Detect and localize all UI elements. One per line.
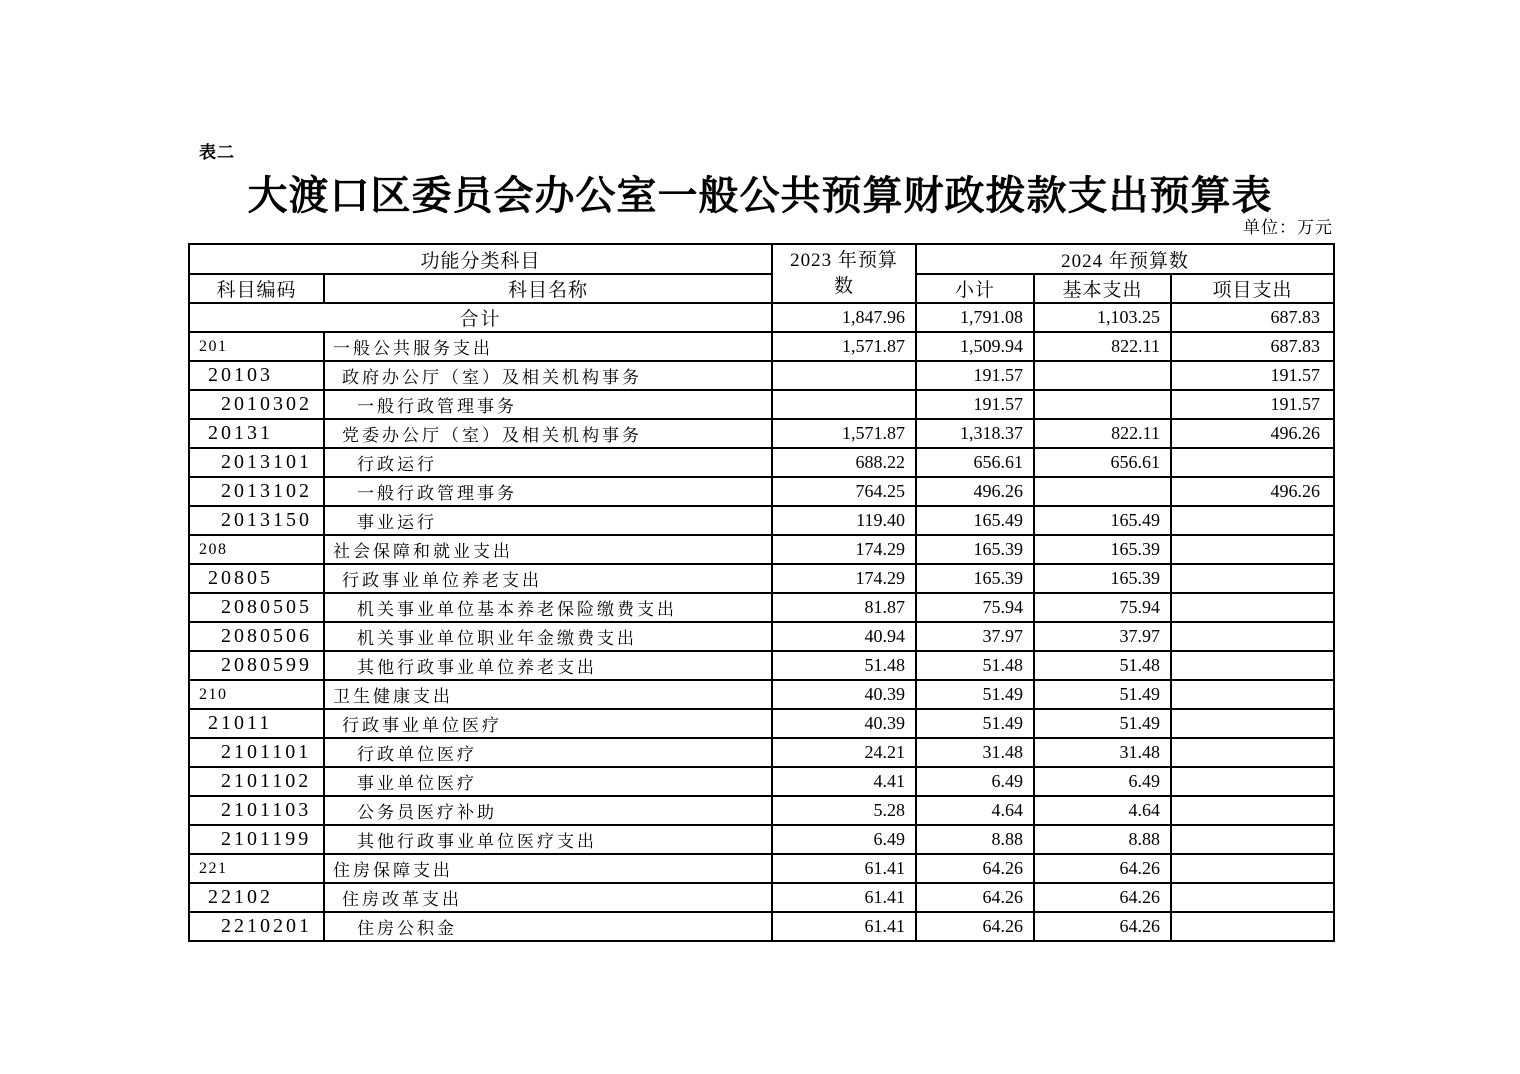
subtotal-cell: 191.57 bbox=[916, 361, 1034, 390]
total-row bbox=[189, 303, 1334, 332]
table-row bbox=[189, 651, 1334, 680]
code-cell: 208 bbox=[189, 535, 324, 564]
basic-cell: 37.97 bbox=[1034, 622, 1171, 651]
table-body bbox=[189, 303, 1334, 941]
table-row bbox=[189, 390, 1334, 419]
total-budget-2023-cell: 1,847.96 bbox=[772, 303, 916, 332]
budget-2023-cell: 119.40 bbox=[772, 506, 916, 535]
table-row bbox=[189, 796, 1334, 825]
basic-cell bbox=[1034, 361, 1171, 390]
name-cell: 其他行政事业单位养老支出 bbox=[324, 651, 772, 680]
basic-cell: 6.49 bbox=[1034, 767, 1171, 796]
budget-2023-cell bbox=[772, 361, 916, 390]
name-cell: 住房改革支出 bbox=[324, 883, 772, 912]
budget-2023-cell: 6.49 bbox=[772, 825, 916, 854]
table-row bbox=[189, 506, 1334, 535]
name-cell: 公务员医疗补助 bbox=[324, 796, 772, 825]
table-row bbox=[189, 361, 1334, 390]
budget-2023-cell: 688.22 bbox=[772, 448, 916, 477]
table-row bbox=[189, 535, 1334, 564]
budget-2023-cell: 764.25 bbox=[772, 477, 916, 506]
name-cell: 卫生健康支出 bbox=[324, 680, 772, 709]
basic-cell: 64.26 bbox=[1034, 854, 1171, 883]
budget-2023-cell: 40.94 bbox=[772, 622, 916, 651]
budget-2023-cell: 1,571.87 bbox=[772, 419, 916, 448]
table-row bbox=[189, 622, 1334, 651]
subtotal-cell: 656.61 bbox=[916, 448, 1034, 477]
subtotal-cell: 64.26 bbox=[916, 854, 1034, 883]
project-cell bbox=[1171, 796, 1334, 825]
code-cell: 2080506 bbox=[189, 622, 324, 651]
code-cell: 2080599 bbox=[189, 651, 324, 680]
code-cell: 2013101 bbox=[189, 448, 324, 477]
subtotal-cell: 51.49 bbox=[916, 680, 1034, 709]
subtotal-cell: 165.49 bbox=[916, 506, 1034, 535]
subtotal-cell: 165.39 bbox=[916, 564, 1034, 593]
basic-cell: 656.61 bbox=[1034, 448, 1171, 477]
basic-cell: 822.11 bbox=[1034, 419, 1171, 448]
table-row bbox=[189, 477, 1334, 506]
table-row bbox=[189, 883, 1334, 912]
basic-cell: 64.26 bbox=[1034, 883, 1171, 912]
project-cell: 191.57 bbox=[1171, 361, 1334, 390]
code-cell: 221 bbox=[189, 854, 324, 883]
subtotal-cell: 64.26 bbox=[916, 912, 1034, 941]
table-row bbox=[189, 593, 1334, 622]
header-row-1 bbox=[189, 244, 1334, 274]
budget-2023-cell bbox=[772, 390, 916, 419]
project-cell bbox=[1171, 709, 1334, 738]
project-cell bbox=[1171, 883, 1334, 912]
budget-2023-cell: 61.41 bbox=[772, 912, 916, 941]
project-cell: 496.26 bbox=[1171, 477, 1334, 506]
name-cell: 一般行政管理事务 bbox=[324, 390, 772, 419]
basic-cell bbox=[1034, 477, 1171, 506]
project-cell bbox=[1171, 593, 1334, 622]
basic-cell: 51.48 bbox=[1034, 651, 1171, 680]
total-project-cell: 687.83 bbox=[1171, 303, 1334, 332]
project-cell bbox=[1171, 564, 1334, 593]
basic-cell: 165.49 bbox=[1034, 506, 1171, 535]
name-cell: 行政单位医疗 bbox=[324, 738, 772, 767]
table-row bbox=[189, 825, 1334, 854]
table-row bbox=[189, 738, 1334, 767]
name-cell: 机关事业单位基本养老保险缴费支出 bbox=[324, 593, 772, 622]
subtotal-cell: 75.94 bbox=[916, 593, 1034, 622]
code-cell: 210 bbox=[189, 680, 324, 709]
subtotal-cell: 6.49 bbox=[916, 767, 1034, 796]
subtotal-cell: 51.48 bbox=[916, 651, 1034, 680]
code-cell: 20131 bbox=[189, 419, 324, 448]
budget-2023-cell: 24.21 bbox=[772, 738, 916, 767]
name-cell: 事业运行 bbox=[324, 506, 772, 535]
name-cell: 其他行政事业单位医疗支出 bbox=[324, 825, 772, 854]
subtotal-cell: 191.57 bbox=[916, 390, 1034, 419]
header-basic: 基本支出 bbox=[1034, 274, 1171, 303]
table-row bbox=[189, 709, 1334, 738]
code-cell: 2101199 bbox=[189, 825, 324, 854]
project-cell bbox=[1171, 680, 1334, 709]
project-cell bbox=[1171, 622, 1334, 651]
code-cell: 2010302 bbox=[189, 390, 324, 419]
total-subtotal-cell: 1,791.08 bbox=[916, 303, 1034, 332]
project-cell bbox=[1171, 651, 1334, 680]
header-budget-2024: 2024 年预算数 bbox=[916, 244, 1334, 274]
table-row bbox=[189, 767, 1334, 796]
basic-cell: 51.49 bbox=[1034, 680, 1171, 709]
budget-2023-cell: 51.48 bbox=[772, 651, 916, 680]
unit-note: 单位：万元 bbox=[1243, 218, 1333, 237]
header-row-2 bbox=[189, 274, 1334, 303]
basic-cell bbox=[1034, 390, 1171, 419]
project-cell bbox=[1171, 448, 1334, 477]
basic-cell: 165.39 bbox=[1034, 564, 1171, 593]
project-cell bbox=[1171, 912, 1334, 941]
project-cell bbox=[1171, 506, 1334, 535]
header-code: 科目编码 bbox=[189, 274, 324, 303]
name-cell: 行政运行 bbox=[324, 448, 772, 477]
table-row bbox=[189, 680, 1334, 709]
budget-2023-cell: 61.41 bbox=[772, 883, 916, 912]
header-function-group: 功能分类科目 bbox=[189, 244, 772, 274]
project-cell bbox=[1171, 535, 1334, 564]
budget-table bbox=[188, 243, 1335, 942]
budget-2023-cell: 5.28 bbox=[772, 796, 916, 825]
project-cell bbox=[1171, 825, 1334, 854]
header-project: 项目支出 bbox=[1171, 274, 1334, 303]
budget-2023-cell: 40.39 bbox=[772, 709, 916, 738]
table-row bbox=[189, 419, 1334, 448]
code-cell: 2101102 bbox=[189, 767, 324, 796]
header-name: 科目名称 bbox=[324, 274, 772, 303]
basic-cell: 51.49 bbox=[1034, 709, 1171, 738]
code-cell: 20805 bbox=[189, 564, 324, 593]
name-cell: 一般行政管理事务 bbox=[324, 477, 772, 506]
subtotal-cell: 37.97 bbox=[916, 622, 1034, 651]
code-cell: 2210201 bbox=[189, 912, 324, 941]
subtotal-cell: 51.49 bbox=[916, 709, 1034, 738]
budget-2023-cell: 81.87 bbox=[772, 593, 916, 622]
code-cell: 2013150 bbox=[189, 506, 324, 535]
name-cell: 机关事业单位职业年金缴费支出 bbox=[324, 622, 772, 651]
basic-cell: 8.88 bbox=[1034, 825, 1171, 854]
subtotal-cell: 1,318.37 bbox=[916, 419, 1034, 448]
name-cell: 社会保障和就业支出 bbox=[324, 535, 772, 564]
name-cell: 行政事业单位医疗 bbox=[324, 709, 772, 738]
basic-cell: 822.11 bbox=[1034, 332, 1171, 361]
basic-cell: 64.26 bbox=[1034, 912, 1171, 941]
budget-2023-cell: 174.29 bbox=[772, 535, 916, 564]
basic-cell: 4.64 bbox=[1034, 796, 1171, 825]
table-row bbox=[189, 448, 1334, 477]
budget-2023-cell: 4.41 bbox=[772, 767, 916, 796]
subtotal-cell: 4.64 bbox=[916, 796, 1034, 825]
name-cell: 事业单位医疗 bbox=[324, 767, 772, 796]
name-cell: 行政事业单位养老支出 bbox=[324, 564, 772, 593]
subtotal-cell: 1,509.94 bbox=[916, 332, 1034, 361]
header-budget-2023 bbox=[772, 244, 916, 303]
project-cell bbox=[1171, 854, 1334, 883]
name-cell: 一般公共服务支出 bbox=[324, 332, 772, 361]
header-budget-2023-text: 2023 年预算数 bbox=[790, 249, 898, 297]
table-row bbox=[189, 564, 1334, 593]
code-cell: 201 bbox=[189, 332, 324, 361]
subtotal-cell: 64.26 bbox=[916, 883, 1034, 912]
project-cell: 687.83 bbox=[1171, 332, 1334, 361]
budget-2023-cell: 61.41 bbox=[772, 854, 916, 883]
code-cell: 2013102 bbox=[189, 477, 324, 506]
project-cell: 191.57 bbox=[1171, 390, 1334, 419]
subtotal-cell: 496.26 bbox=[916, 477, 1034, 506]
page-title: 大渡口区委员会办公室一般公共预算财政拨款支出预算表 bbox=[247, 173, 1273, 218]
name-cell: 住房公积金 bbox=[324, 912, 772, 941]
project-cell: 496.26 bbox=[1171, 419, 1334, 448]
project-cell bbox=[1171, 767, 1334, 796]
code-cell: 22102 bbox=[189, 883, 324, 912]
basic-cell: 31.48 bbox=[1034, 738, 1171, 767]
name-cell: 政府办公厅（室）及相关机构事务 bbox=[324, 361, 772, 390]
code-cell: 20103 bbox=[189, 361, 324, 390]
subtotal-cell: 8.88 bbox=[916, 825, 1034, 854]
code-cell: 2101103 bbox=[189, 796, 324, 825]
basic-cell: 165.39 bbox=[1034, 535, 1171, 564]
name-cell: 住房保障支出 bbox=[324, 854, 772, 883]
total-basic-cell: 1,103.25 bbox=[1034, 303, 1171, 332]
code-cell: 2080505 bbox=[189, 593, 324, 622]
table-row bbox=[189, 332, 1334, 361]
project-cell bbox=[1171, 738, 1334, 767]
budget-2023-cell: 1,571.87 bbox=[772, 332, 916, 361]
table-row bbox=[189, 854, 1334, 883]
table-row bbox=[189, 912, 1334, 941]
code-cell: 21011 bbox=[189, 709, 324, 738]
total-label-cell: 合计 bbox=[189, 303, 772, 332]
subtotal-cell: 31.48 bbox=[916, 738, 1034, 767]
basic-cell: 75.94 bbox=[1034, 593, 1171, 622]
subtotal-cell: 165.39 bbox=[916, 535, 1034, 564]
budget-2023-cell: 40.39 bbox=[772, 680, 916, 709]
code-cell: 2101101 bbox=[189, 738, 324, 767]
header-subtotal: 小计 bbox=[916, 274, 1034, 303]
table-number-label: 表二 bbox=[199, 143, 235, 162]
budget-2023-cell: 174.29 bbox=[772, 564, 916, 593]
name-cell: 党委办公厅（室）及相关机构事务 bbox=[324, 419, 772, 448]
